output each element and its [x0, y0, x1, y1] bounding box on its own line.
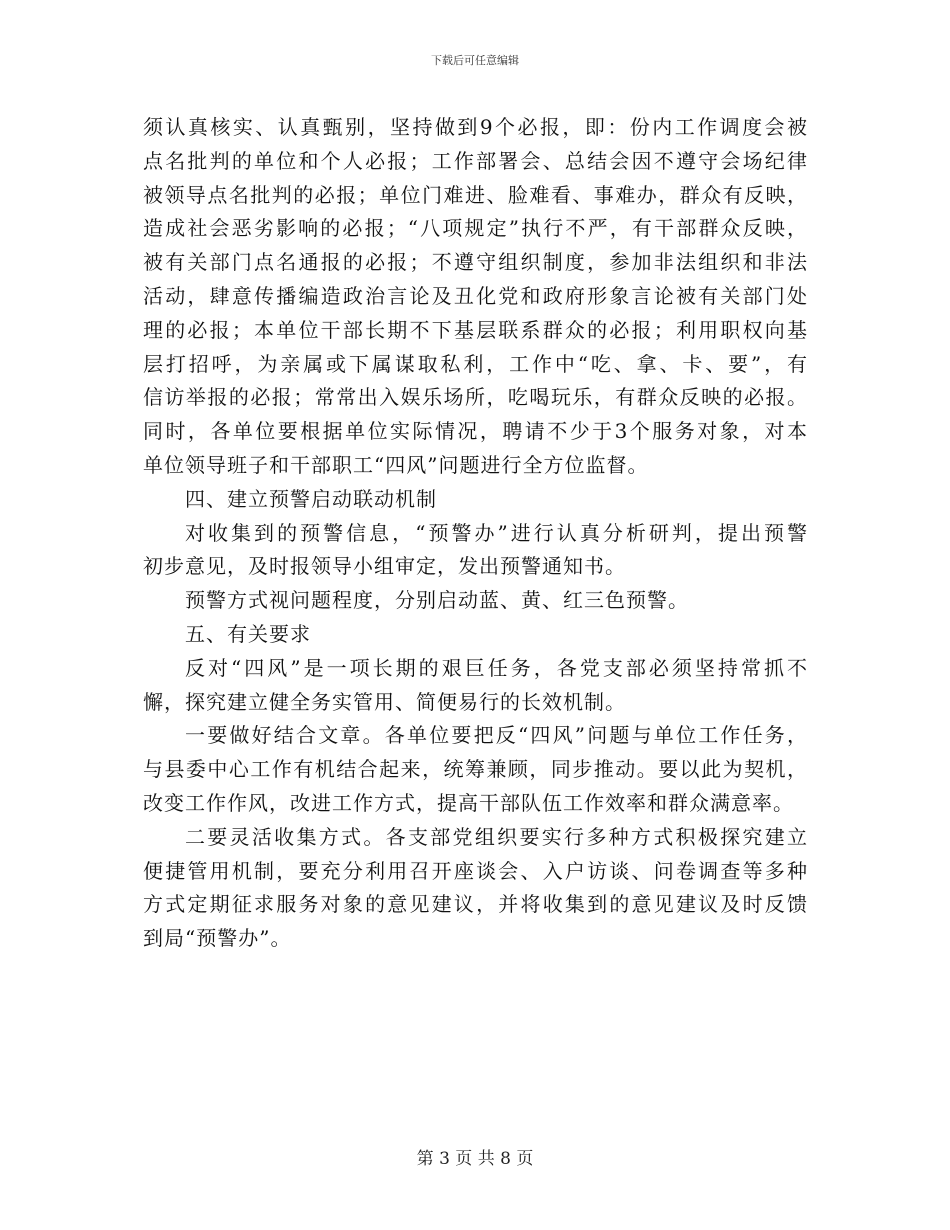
page-header: 下载后可任意编辑	[431, 54, 519, 67]
text-line: 懈，探究建立健全务实管用、简便易行的长效机制。	[143, 689, 626, 714]
text-line: 预警方式视问题程度，分别启动蓝、黄、红三色预警。	[185, 588, 689, 613]
text-line: 点名批判的单位和个人必报；工作部署会、总结会因不遵守会场纪律	[143, 148, 808, 173]
text-line: 造成社会恶劣影响的必报；“八项规定”执行不严，有干部群众反映，	[143, 216, 808, 241]
text-line: 活动，肆意传播编造政治言论及丑化党和政府形象言论被有关部门处	[143, 283, 808, 308]
text-line: 对收集到的预警信息，“预警办”进行认真分析研判，提出预警	[185, 520, 808, 545]
text-line: 便捷管用机制，要充分利用召开座谈会、入户访谈、问卷调查等多种	[143, 858, 808, 883]
text-line: 改变工作作风，改进工作方式，提高干部队伍工作效率和群众满意率。	[143, 790, 794, 815]
section-heading: 四、建立预警启动联动机制	[185, 486, 437, 511]
text-line: 到局“预警办”。	[143, 926, 292, 951]
document-body	[143, 111, 808, 956]
text-line: 方式定期征求服务对象的意见建议，并将收集到的意见建议及时反馈	[143, 892, 808, 917]
text-line: 反对“四风”是一项长期的艰巨任务，各党支部必须坚持常抓不	[185, 655, 808, 680]
text-line: 须认真核实、认真甄别，坚持做到9个必报，即：份内工作调度会被	[143, 115, 808, 139]
text-line: 单位领导班子和干部职工“四风”问题进行全方位监督。	[143, 452, 649, 477]
text-line: 初步意见，及时报领导小组审定，发出预警通知书。	[143, 554, 626, 579]
text-line: 二要灵活收集方式。各支部党组织要实行多种方式积极探究建立	[185, 824, 808, 849]
text-line: 被有关部门点名通报的必报；不遵守组织制度，参加非法组织和非法	[143, 250, 808, 275]
section-heading: 五、有关要求	[185, 621, 311, 646]
text-line: 一要做好结合文章。各单位要把反“四风”问题与单位工作任务，	[185, 723, 808, 748]
text-line: 信访举报的必报；常常出入娱乐场所，吃喝玩乐，有群众反映的必报。	[143, 385, 808, 410]
text-line: 层打招呼，为亲属或下属谋取私利，工作中“吃、拿、卡、要”，有	[143, 351, 808, 376]
page-number: 第 3 页 共 8 页	[416, 1149, 534, 1169]
text-line: 被领导点名批判的必报；单位门难进、脸难看、事难办，群众有反映，	[143, 182, 808, 207]
text-line: 同时，各单位要根据单位实际情况，聘请不少于3个服务对象，对本	[143, 419, 808, 444]
text-line: 理的必报；本单位干部长期不下基层联系群众的必报；利用职权向基	[143, 317, 808, 342]
text-line: 与县委中心工作有机结合起来，统筹兼顾，同步推动。要以此为契机，	[143, 757, 808, 782]
